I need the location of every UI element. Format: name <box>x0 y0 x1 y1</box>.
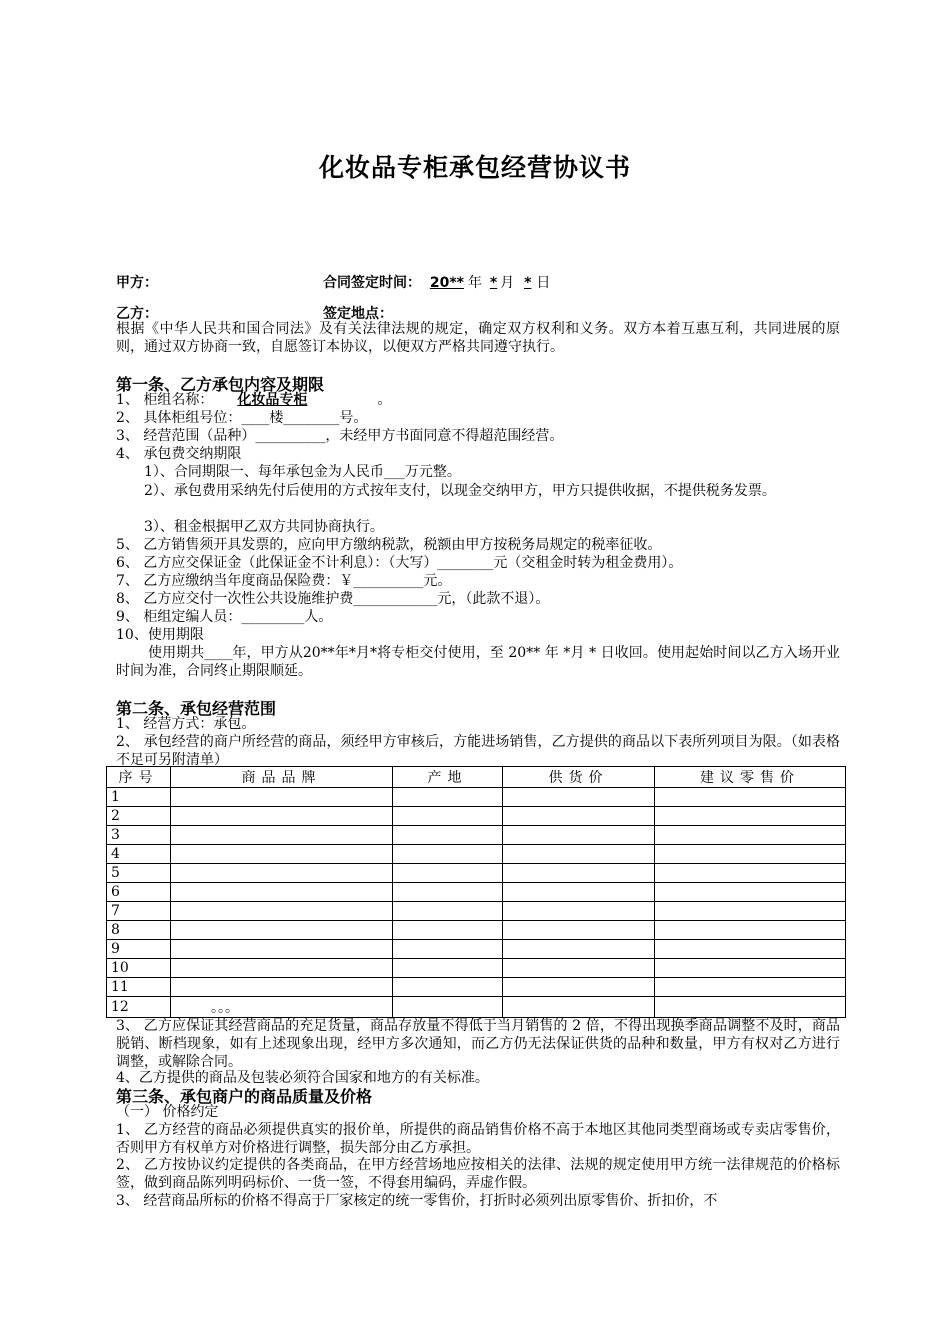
day-char: 日 <box>536 275 551 291</box>
article3-item3: 3、 经营商品所标的价格不得高于厂家核定的统一零售价，打折时必须列出原零售价、折扣价，不 <box>116 1193 718 1209</box>
counter-name-label: 1、 柜组名称： <box>116 392 214 408</box>
cell-origin[interactable] <box>393 940 503 959</box>
sign-day: * <box>524 275 532 291</box>
table-row <box>107 883 846 902</box>
row-number: 6 <box>107 883 171 902</box>
cell-brand[interactable] <box>171 959 393 978</box>
cell-retail-price[interactable] <box>655 902 846 921</box>
cell-brand[interactable] <box>171 864 393 883</box>
cell-retail-price[interactable] <box>655 845 846 864</box>
cell-brand[interactable] <box>171 921 393 940</box>
article2-item1: 1、 经营方式：承包。 <box>116 716 256 732</box>
article1-item7: 7、 乙方应缴纳当年度商品保险费：￥__________元。 <box>116 573 452 589</box>
article1-item2: 2、 具体柜组号位：____楼________号。 <box>116 410 368 426</box>
cell-retail-price[interactable] <box>655 959 846 978</box>
cell-origin[interactable] <box>393 864 503 883</box>
sign-time <box>323 272 550 292</box>
cell-retail-price[interactable] <box>655 921 846 940</box>
sign-month: * <box>489 275 498 291</box>
article2-item4: 4、乙方提供的商品及包装必须符合国家和地方的有关标准。 <box>116 1070 489 1086</box>
article3-sub1: （一） 价格约定 <box>116 1104 219 1120</box>
row-number: 4 <box>107 845 171 864</box>
table-row <box>107 807 846 826</box>
row-number: 5 <box>107 864 171 883</box>
party-a-label: 甲方： <box>116 275 158 291</box>
article1-item4-1: 1）、合同期限一、每年承包金为人民币___万元整。 <box>144 464 461 480</box>
article1-item4-2: 2）、承包费用采纳先付后使用的方式按年支付，以现金交纳甲方，甲方只提供收据，不提供税务发票。 <box>144 483 776 499</box>
month-char: 月 <box>500 275 515 291</box>
cell-supply-price[interactable] <box>503 807 655 826</box>
intro-paragraph: 根据《中华人民共和国合同法》及有关法律法规的规定，确定双方权利和义务。双方本着互惠互利，共同进展的原则，通过双方协商一致，自愿签订本协议，以便双方严格共同遵守执行。 <box>116 321 840 355</box>
sign-place-label: 签定地点： <box>323 306 393 322</box>
table-row <box>107 788 846 807</box>
sign-year: 20** <box>429 275 464 291</box>
article1-heading: 第一条、乙方承包内容及期限 <box>116 375 325 394</box>
article1-item4-3: 3）、租金根据甲乙双方共同协商执行。 <box>144 519 384 535</box>
party-b-label: 乙方： <box>116 306 158 322</box>
table-row <box>107 978 846 997</box>
article1-item6: 6、 乙方应交保证金（此保证金不计利息）：（大写）________元（交租金时转为租金费用）。 <box>116 555 683 571</box>
article1-item10: 10、使用期限 <box>116 627 204 643</box>
cell-retail-price[interactable] <box>655 807 846 826</box>
row-number: 3 <box>107 826 171 845</box>
cell-retail-price[interactable] <box>655 864 846 883</box>
cell-origin[interactable] <box>393 883 503 902</box>
article1-item9: 9、 柜组定编人员：_________人。 <box>116 609 333 625</box>
article1-item8: 8、 乙方应交付一次性公共设施维护费____________元，（此款不退）。 <box>116 591 550 607</box>
article1-item5: 5、 乙方销售须开具发票的，应向甲方缴纳税款，税额由甲方按税务局规定的税率征收。 <box>116 537 662 553</box>
article1-item3: 3、 经营范围（品种）__________，未经甲方书面同意不得超范围经营。 <box>116 428 564 444</box>
year-char: 年 <box>468 275 482 291</box>
cell-origin[interactable] <box>393 921 503 940</box>
cell-retail-price[interactable] <box>655 997 846 1018</box>
cell-brand[interactable] <box>171 826 393 845</box>
table-row <box>107 959 846 978</box>
cell-supply-price[interactable] <box>503 788 655 807</box>
cell-supply-price[interactable] <box>503 826 655 845</box>
article1-item4: 4、 承包费交纳期限 <box>116 446 242 462</box>
article1-item10-text: 使用期共____年，甲方从20**年*月*将专柜交付使用，至 20** 年 *月 * 日收回。使用起始时间以乙方入场开业时间为准，合同终止期限顺延。 <box>116 645 840 679</box>
article2-item3: 3、 乙方应保证其经营商品的充足货量，商品存放量不得低于当月销售的 2 倍，不得出现换季商品调整不及时，商品脱销、断档现象，如有上述现象出现，经甲方多次通知，而乙方仍无法保证供货的品种和数量，甲方有权对乙方进行调整，或解除合同。 <box>116 1018 840 1070</box>
row-number: 2 <box>107 807 171 826</box>
row-number: 1 <box>107 788 171 807</box>
cell-supply-price[interactable] <box>503 997 655 1018</box>
cell-supply-price[interactable] <box>503 902 655 921</box>
cell-brand[interactable] <box>171 807 393 826</box>
col-header: 产地 <box>393 767 503 788</box>
cell-retail-price[interactable] <box>655 883 846 902</box>
cell-origin[interactable] <box>393 807 503 826</box>
cell-brand[interactable] <box>171 845 393 864</box>
cell-brand[interactable] <box>171 883 393 902</box>
goods-table <box>106 766 846 1018</box>
cell-supply-price[interactable] <box>503 959 655 978</box>
article3-heading: 第三条、承包商户的商品质量及价格 <box>116 1087 373 1106</box>
cell-supply-price[interactable] <box>503 921 655 940</box>
cell-origin[interactable] <box>393 788 503 807</box>
col-header: 序号 <box>107 767 171 788</box>
table-row <box>107 864 846 883</box>
row-number: 11 <box>107 978 171 997</box>
row-number: 9 <box>107 940 171 959</box>
document-title: 化妆品专柜承包经营协议书 <box>318 153 631 182</box>
cell-retail-price[interactable] <box>655 940 846 959</box>
sign-time-label: 合同签定时间： <box>323 275 421 291</box>
col-header: 商品品牌 <box>171 767 393 788</box>
table-row <box>107 921 846 940</box>
cell-origin[interactable] <box>393 845 503 864</box>
cell-retail-price[interactable] <box>655 788 846 807</box>
row-number: 7 <box>107 902 171 921</box>
row-number: 10 <box>107 959 171 978</box>
cell-brand[interactable] <box>171 940 393 959</box>
cell-origin[interactable] <box>393 902 503 921</box>
cell-supply-price[interactable] <box>503 978 655 997</box>
cell-supply-price[interactable] <box>503 845 655 864</box>
cell-supply-price[interactable] <box>503 940 655 959</box>
article2-item2: 2、 承包经营的商户所经营的商品，须经甲方审核后，方能进场销售，乙方提供的商品以下表所列项目为限。（如表格不足可另附清单） <box>116 734 840 768</box>
cell-retail-price[interactable] <box>655 978 846 997</box>
col-header: 供货价 <box>503 767 655 788</box>
table-header-row <box>107 767 846 788</box>
article1-item1 <box>116 391 391 409</box>
cell-brand[interactable] <box>171 978 393 997</box>
cell-brand[interactable] <box>171 902 393 921</box>
cell-origin[interactable] <box>393 978 503 997</box>
counter-name-end: 。 <box>377 392 392 408</box>
cell-supply-price[interactable] <box>503 864 655 883</box>
cell-origin[interactable] <box>393 826 503 845</box>
row-number: 8 <box>107 921 171 940</box>
article2-heading: 第二条、承包经营范围 <box>116 699 277 718</box>
table-row <box>107 902 846 921</box>
cell-brand[interactable] <box>171 788 393 807</box>
table-row <box>107 826 846 845</box>
article3-item2: 2、 乙方按协议约定提供的各类商品，在甲方经营场地应按相关的法律、法规的规定使用甲方统一法律规范的价格标签，做到商品陈列明码标价、一货一签，不得套用编码，弄虚作假。 <box>116 1157 840 1191</box>
table-row <box>107 997 846 1018</box>
cell-supply-price[interactable] <box>503 883 655 902</box>
cell-origin[interactable] <box>393 959 503 978</box>
cell-origin[interactable] <box>393 997 503 1018</box>
cell-brand-ellipsis[interactable]: 。。。 <box>171 997 393 1018</box>
article3-item1: 1、 乙方经营的商品必须提供真实的报价单，所提供的商品销售价格不高于本地区其他同类型商场或专卖店零售价，否则甲方有权单方对价格进行调整，损失部分由乙方承担。 <box>116 1122 840 1156</box>
cell-retail-price[interactable] <box>655 826 846 845</box>
row-number: 12 <box>107 997 171 1018</box>
table-row <box>107 845 846 864</box>
counter-name-value: 化妆品专柜 <box>237 392 308 408</box>
col-header: 建议零售价 <box>655 767 846 788</box>
table-row <box>107 940 846 959</box>
